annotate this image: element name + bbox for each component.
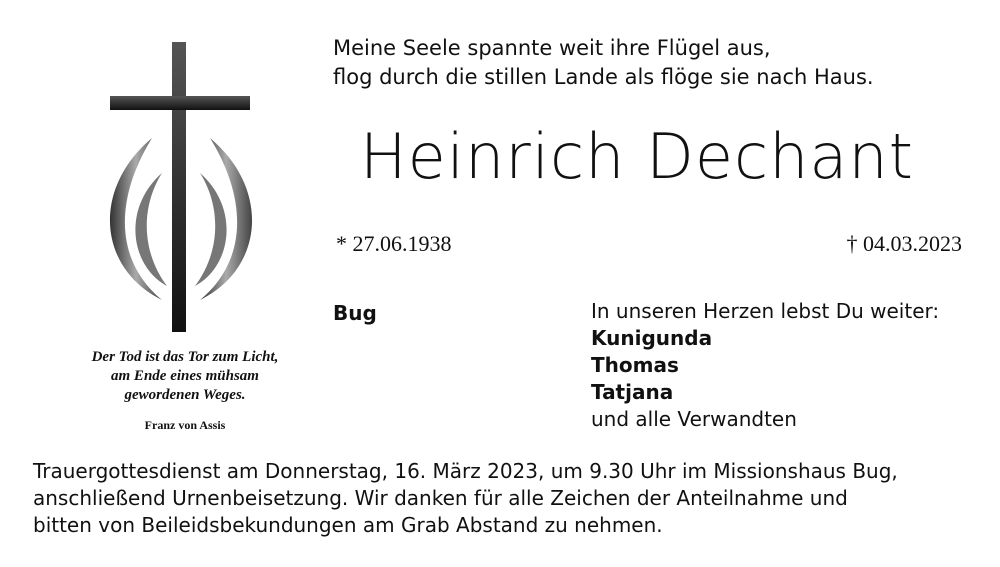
quote-author: Franz von Assis xyxy=(144,418,226,432)
service-line: Trauergottesdienst am Donnerstag, 16. März 2023, um 9.30 Uhr im Missionshaus Bug, xyxy=(33,459,898,483)
quote-line: am Ende eines mühsam xyxy=(111,368,259,384)
mourners-intro: In unseren Herzen lebst Du weiter: xyxy=(591,299,940,323)
birth-date: * 27.06.1938 xyxy=(336,231,452,256)
place: Bug xyxy=(333,301,377,325)
quote-line: Der Tod ist das Tor zum Licht, xyxy=(91,349,279,365)
service-line: anschließend Urnenbeisetzung. Wir danken für alle Zeichen der Anteilnahme und xyxy=(33,486,848,510)
mourners-outro: und alle Verwandten xyxy=(591,407,797,431)
quote-text xyxy=(40,348,330,405)
quote-line: gewordenen Weges. xyxy=(124,387,246,403)
mourner-name: Thomas xyxy=(591,353,679,377)
service-line: bitten von Beileidsbekundungen am Grab Abstand zu nehmen. xyxy=(33,513,663,537)
deceased-name: Heinrich Dechant xyxy=(360,120,914,193)
motto-line: Meine Seele spannte weit ihre Flügel aus, xyxy=(333,36,771,60)
mourner-name: Tatjana xyxy=(591,380,674,404)
motto xyxy=(333,34,953,92)
motto-line: flog durch die stillen Lande als flöge sie nach Haus. xyxy=(333,65,874,89)
mourners-list xyxy=(591,298,981,433)
service-info xyxy=(33,458,983,539)
death-date: † 04.03.2023 xyxy=(846,231,962,256)
cross-with-flames-icon xyxy=(92,38,272,338)
mourner-name: Kunigunda xyxy=(591,326,713,350)
